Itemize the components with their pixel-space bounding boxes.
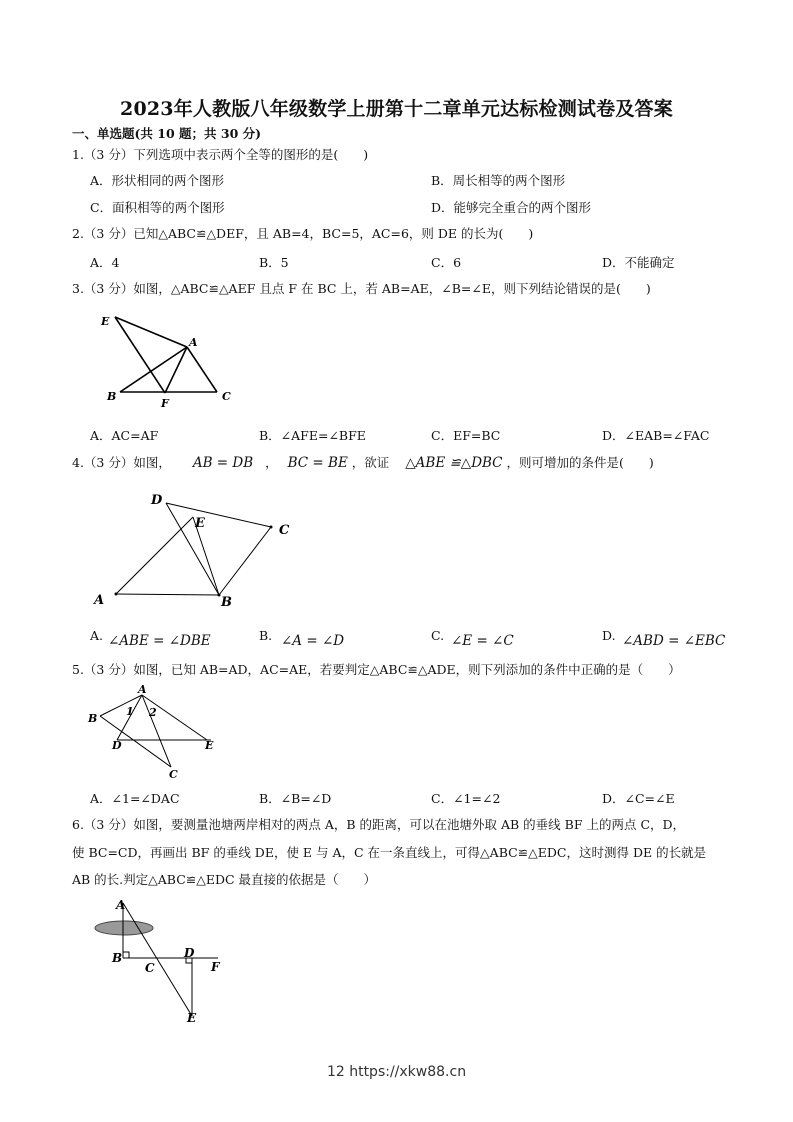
q1-option-b: B．周长相等的两个图形 [431,173,566,188]
q4-figure [88,488,308,613]
q4-line-ae [116,517,193,594]
q4-math-congruence: △ABE ≌△DBC [405,455,503,471]
q4-stem-suffix: ，则可增加的条件是( ) [506,455,654,470]
q5-option-d: D．∠C=∠E [602,791,675,806]
page-title: 2023年人教版八年级数学上册第十二章单元达标检测试卷及答案 [120,98,673,120]
q4-label-e: E [195,516,205,531]
q4-point-a [115,593,118,596]
question-6-stem-line-1: 6.（3 分）如图，要测量池塘两岸相对的两点 A，B 的距离，可以在池塘外取 AB 的垂线 BF 上的两点 C，D， [72,817,686,832]
question-6-stem-line-2: 使 BC=CD，再画出 BF 的垂线 DE，使 E 与 A，C 在一条直线上，可得△ABC≌△EDC，这时测得 DE 的长就是 [72,845,707,860]
q4-label-c: C [279,523,290,538]
q5-figure [83,682,223,782]
q4-math-ab-db: AB = DB [192,455,254,471]
q4-line-bc [219,527,271,595]
q4-option-b-letter: B. [259,628,273,643]
q4-stem-mid: ，欲证 [351,455,390,470]
q4-option-a-math: ∠ABE = ∠DBE [108,633,211,649]
q1-option-d: D．能够完全重合的两个图形 [431,200,592,215]
q5-option-c: C．∠1=∠2 [431,791,501,806]
q1-option-a: A．形状相同的两个图形 [90,173,225,188]
q3-label-b: B [107,390,117,403]
q4-stem-prefix: 4.（3 分）如图， [72,455,171,470]
q6-label-f: F [211,960,220,974]
q2-option-a: A．4 [90,255,120,270]
q3-line-ef [115,317,165,393]
q6-label-d: D [184,946,195,960]
q3-option-a: A．AC=AF [90,428,159,443]
section-heading: 一、单选题(共 10 题；共 30 分) [72,126,262,141]
q2-option-b: B．5 [259,255,289,270]
question-3-stem: 3.（3 分）如图，△ABC≌△AEF 且点 F 在 BC 上，若 AB=AE，∠B=∠E，则下列结论错误的是( ) [72,281,651,296]
page-footer: 12 https://xkw88.cn [326,1064,467,1080]
q4-line-ab [116,594,219,595]
q4-option-c-letter: C. [431,628,445,643]
q3-line-ac [187,347,217,392]
q6-right-angle-b [123,952,129,958]
q4-stem-sep: ， [265,455,278,470]
q6-label-b: B [112,951,123,965]
q3-label-c: C [222,390,231,403]
q3-option-d: D．∠EAB=∠FAC [602,428,710,443]
question-2-stem: 2.（3 分）已知△ABC≌△DEF，且 AB=4，BC=5，AC=6，则 DE 的长为( ) [72,226,534,241]
q4-math-bc-be: BC = BE [287,455,348,471]
q5-label-b: B [88,712,98,725]
q5-label-e: E [205,739,214,752]
q6-pond-ellipse [95,921,153,935]
q3-label-e: E [101,315,110,328]
q6-label-e: E [187,1011,197,1025]
q3-option-b: B．∠AFE=∠BFE [259,428,366,443]
q1-option-c: C．面积相等的两个图形 [90,200,225,215]
q3-label-f: F [161,397,169,410]
q5-option-a: A．∠1=∠DAC [90,791,180,806]
question-4-stem [72,453,654,471]
q2-option-c: C．6 [431,255,462,270]
q4-label-b: B [221,595,232,610]
q4-point-c [270,526,273,529]
q5-option-b: B．∠B=∠D [259,791,332,806]
q4-label-d: D [151,493,163,508]
q5-label-2: 2 [149,706,157,719]
q5-label-c: C [169,768,178,781]
q6-figure [88,895,238,1030]
question-5-stem: 5.（3 分）如图，已知 AB=AD，AC=AE，若要判定△ABC≌△ADE，则下列添加的条件中正确的是（ ） [72,662,681,677]
q5-label-d: D [112,739,122,752]
q4-option-d-math: ∠ABD = ∠EBC [622,633,726,649]
q2-option-d: D．不能确定 [602,255,675,270]
q6-line-ae [123,903,192,1016]
q4-label-a: A [94,593,105,608]
q3-figure [95,305,245,415]
q4-line-dc [166,503,271,527]
q4-option-a-letter: A. [90,628,104,643]
q3-option-c: C．EF=BC [431,428,501,443]
q4-option-c-math: ∠E = ∠C [451,633,514,649]
q4-option-b-math: ∠A = ∠D [281,633,345,649]
q5-label-a: A [138,683,147,696]
q3-label-a: A [189,336,198,349]
q6-label-c: C [145,961,155,975]
q6-label-a: A [116,898,126,912]
question-6-stem-line-3: AB 的长.判定△ABC≌△EDC 最直接的依据是（ ） [72,872,377,887]
question-1-stem: 1.（3 分）下列选项中表示两个全等的图形的是( ) [72,147,369,162]
q5-label-1: 1 [126,705,134,718]
q4-option-d-letter: D. [602,628,616,643]
